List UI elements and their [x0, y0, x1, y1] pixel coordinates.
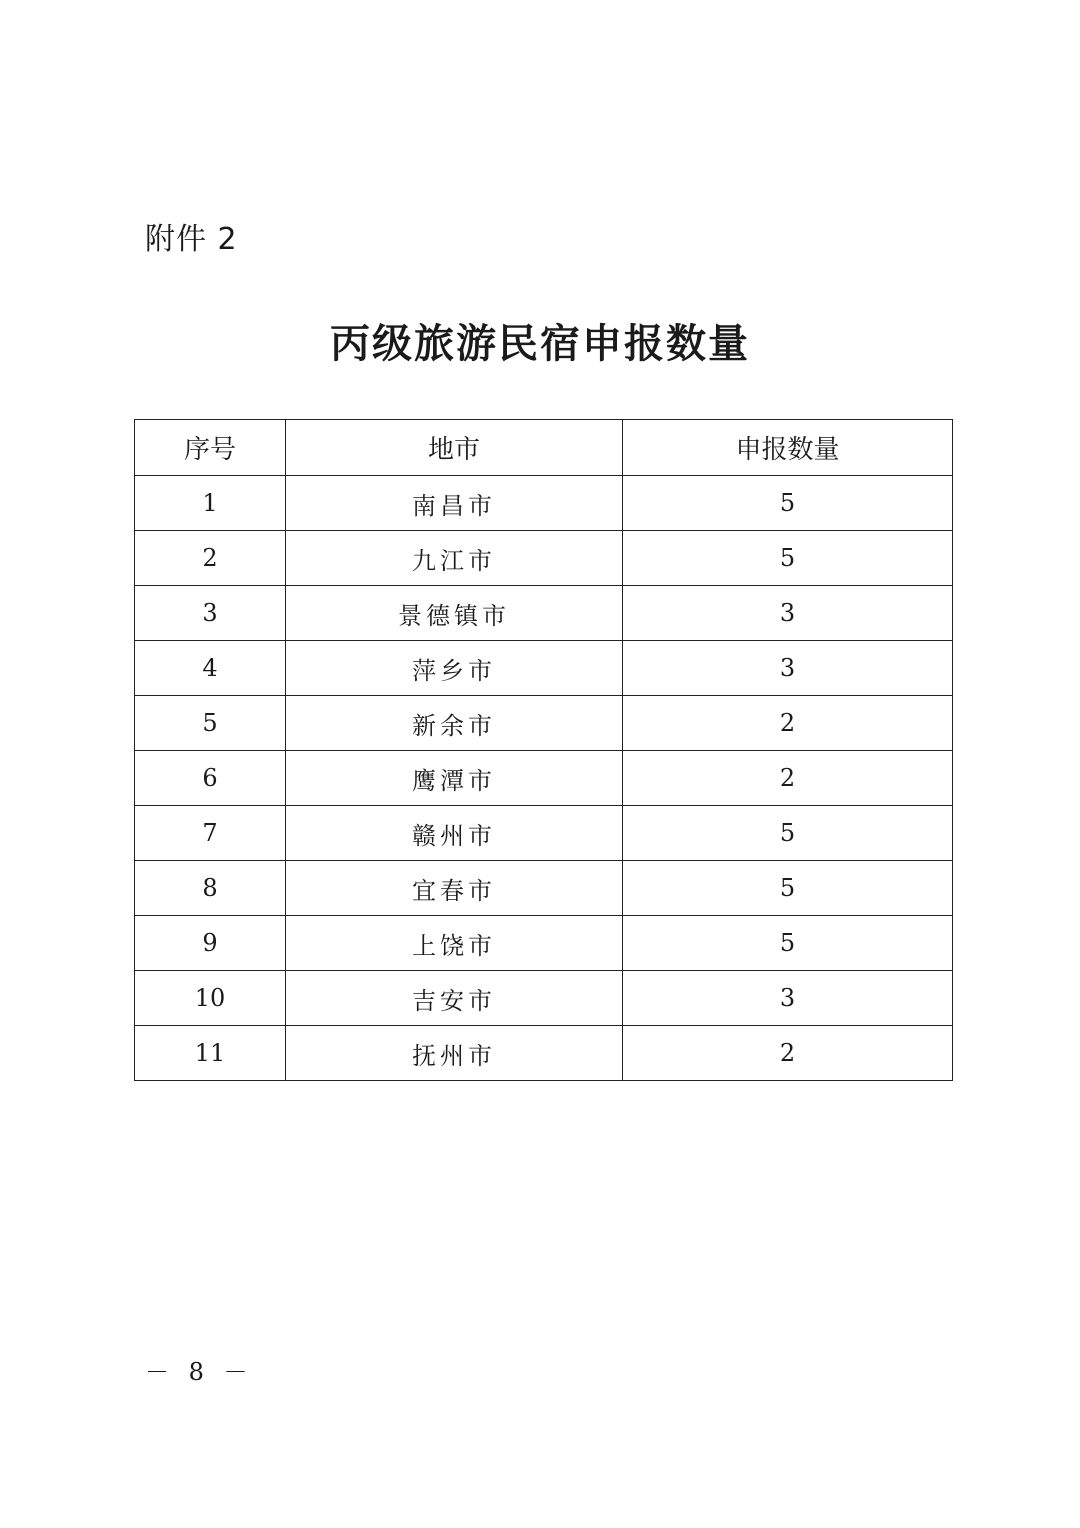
table-row	[135, 751, 953, 806]
row-count-cell: 5	[623, 861, 953, 916]
row-city-cell: 景德镇市	[286, 586, 623, 641]
document-title: 丙级旅游民宿申报数量	[330, 320, 750, 367]
row-count-cell: 5	[623, 476, 953, 531]
table-row	[135, 531, 953, 586]
table-row	[135, 586, 953, 641]
table-row	[135, 1026, 953, 1081]
row-city-cell: 鹰潭市	[286, 751, 623, 806]
row-city-cell: 上饶市	[286, 916, 623, 971]
row-city-cell: 吉安市	[286, 971, 623, 1026]
table-body	[135, 476, 953, 1081]
table-row	[135, 971, 953, 1026]
row-city-cell: 新余市	[286, 696, 623, 751]
row-city-cell: 抚州市	[286, 1026, 623, 1081]
row-count-cell: 3	[623, 586, 953, 641]
row-city-cell: 南昌市	[286, 476, 623, 531]
row-count-cell: 5	[623, 916, 953, 971]
header-index: 序号	[135, 420, 286, 476]
attachment-label: 附件 2	[145, 222, 238, 257]
row-count-cell: 2	[623, 696, 953, 751]
header-city: 地市	[286, 420, 623, 476]
table-row	[135, 916, 953, 971]
table-row	[135, 476, 953, 531]
row-city-cell: 宜春市	[286, 861, 623, 916]
row-index-cell: 9	[135, 916, 286, 971]
row-count-cell: 2	[623, 1026, 953, 1081]
row-index-cell: 7	[135, 806, 286, 861]
table-row	[135, 861, 953, 916]
row-index-cell: 4	[135, 641, 286, 696]
row-count-cell: 2	[623, 751, 953, 806]
row-count-cell: 3	[623, 971, 953, 1026]
row-index-cell: 5	[135, 696, 286, 751]
row-index-cell: 11	[135, 1026, 286, 1081]
header-row	[135, 420, 953, 476]
table-row	[135, 641, 953, 696]
row-index-cell: 6	[135, 751, 286, 806]
row-index-cell: 2	[135, 531, 286, 586]
row-city-cell: 赣州市	[286, 806, 623, 861]
row-index-cell: 10	[135, 971, 286, 1026]
header-count: 申报数量	[623, 420, 953, 476]
table-row	[135, 696, 953, 751]
row-index-cell: 8	[135, 861, 286, 916]
quota-table	[134, 419, 953, 1081]
row-count-cell: 5	[623, 806, 953, 861]
page-number: － 8 －	[145, 1358, 254, 1386]
row-index-cell: 3	[135, 586, 286, 641]
row-city-cell: 九江市	[286, 531, 623, 586]
row-count-cell: 3	[623, 641, 953, 696]
row-city-cell: 萍乡市	[286, 641, 623, 696]
row-index-cell: 1	[135, 476, 286, 531]
table-row	[135, 806, 953, 861]
table-header	[135, 420, 953, 476]
row-count-cell: 5	[623, 531, 953, 586]
